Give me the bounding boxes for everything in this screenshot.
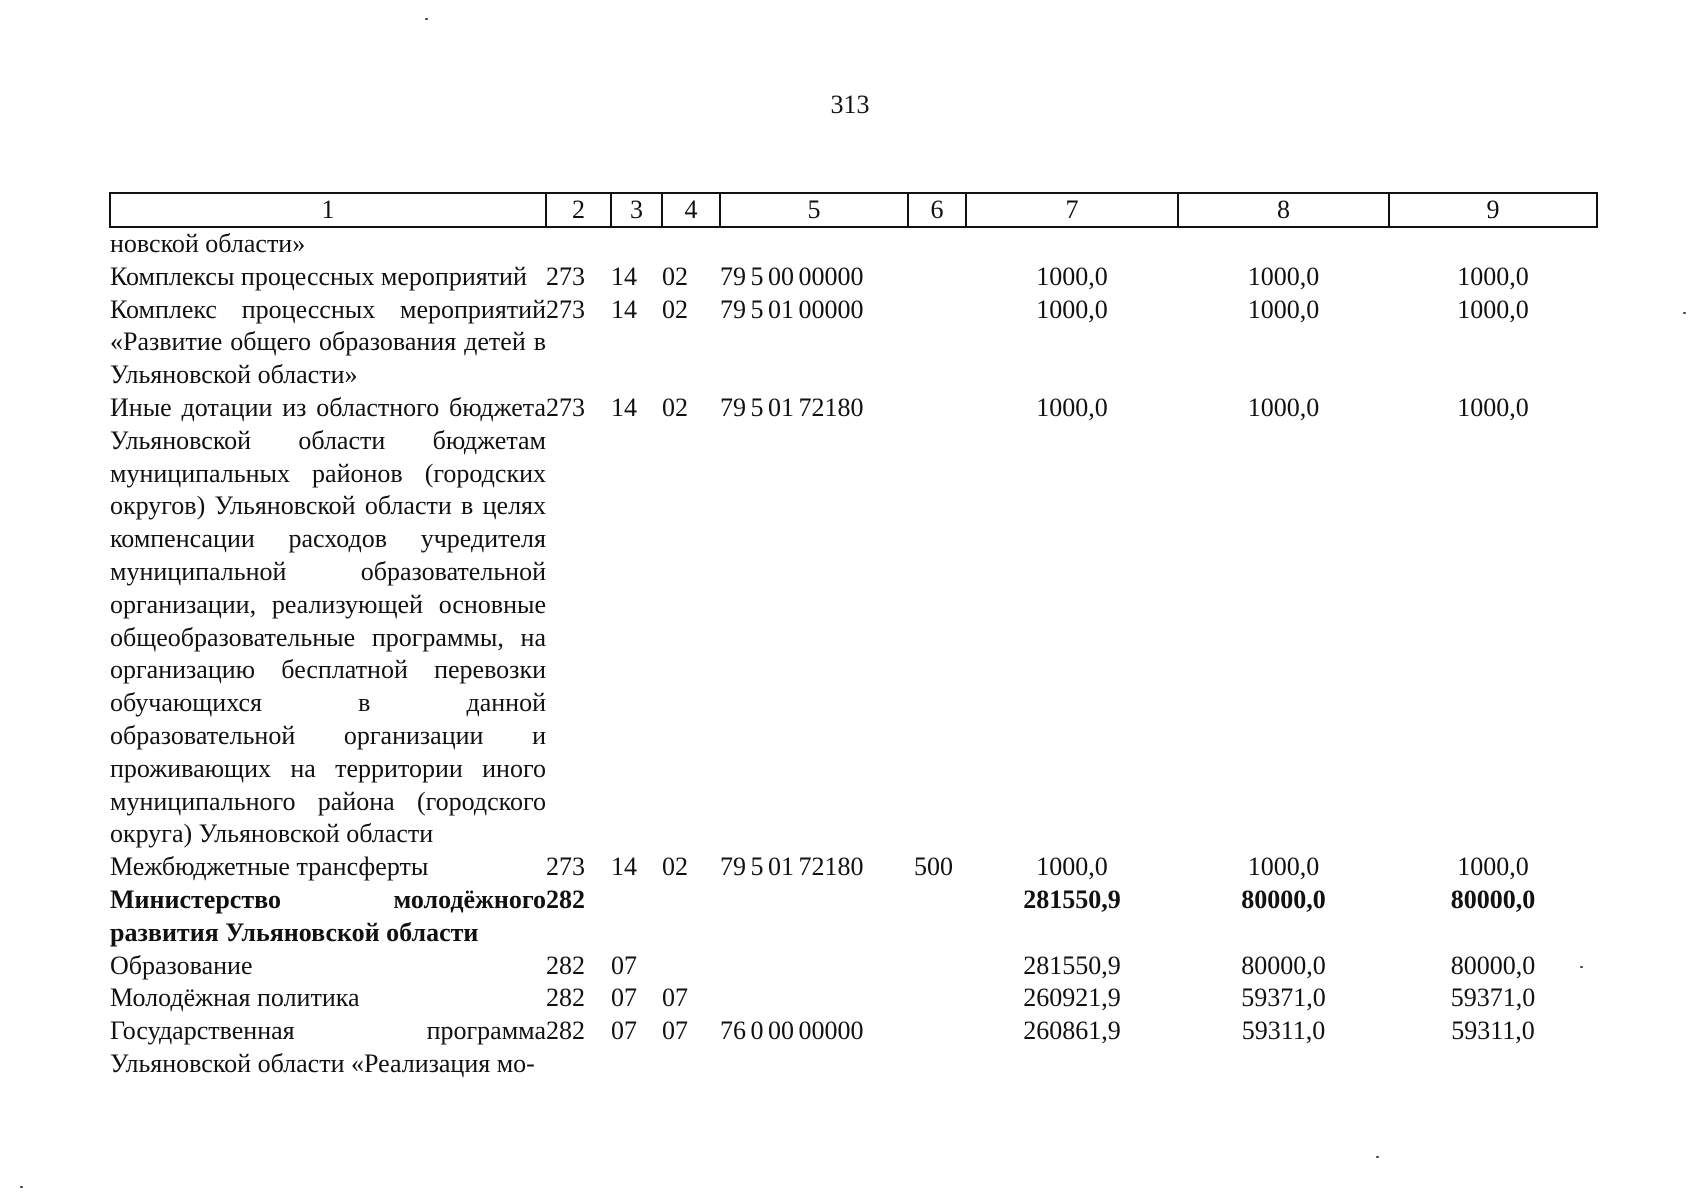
target-article-code [720,950,908,983]
table-row [110,950,1597,983]
budget-table [109,192,1598,1081]
amount-year-3: 80000,0 [1450,884,1536,914]
table-row [110,261,1597,294]
column-header-3: 3 [611,193,662,227]
expense-type-code [908,227,966,261]
amount-year-1: 260861,9 [1023,1016,1121,1046]
section-code: 14 [611,852,637,882]
column-header-6: 6 [908,193,966,227]
expense-type-code: 500 [914,852,953,882]
section-code: 14 [611,261,637,291]
expense-type-code [908,1015,966,1081]
row-name: Государственная программа Ульяновской области «Реализация мо- [110,1016,546,1078]
subsection-code: 07 [662,983,688,1013]
expense-type-code [908,950,966,983]
amount-year-2: 80000,0 [1241,950,1326,980]
scan-speck [1376,1156,1379,1158]
amount-year-2: 80000,0 [1241,884,1326,914]
amount-year-2: 1000,0 [1247,261,1320,291]
subsection-code: 02 [662,852,688,882]
amount-year-1: 281550,9 [1023,884,1121,914]
header-row [110,193,1597,227]
section-code: 14 [611,294,637,324]
subsection-code [662,884,720,950]
amount-year-1: 1000,0 [1036,294,1108,324]
ministry-code: 273 [546,392,585,422]
table-body [110,227,1597,1081]
subsection-code [662,950,720,983]
table-row [110,982,1597,1015]
subsection-code: 07 [662,1016,688,1046]
expense-type-code [908,392,966,851]
amount-year-3: 1000,0 [1457,294,1529,324]
scan-speck [425,18,428,20]
section-code: 14 [611,392,637,422]
amount-year-2: 59311,0 [1241,1016,1326,1046]
amount-year-1: 281550,9 [1023,950,1121,980]
target-article-code: 79 5 00 00000 [720,261,864,291]
amount-year-3: 80000,0 [1450,950,1536,980]
amount-year-1: 1000,0 [1036,392,1108,422]
amount-year-3: 1000,0 [1457,852,1529,882]
table-row [110,294,1597,392]
amount-year-2: 1000,0 [1247,852,1320,882]
column-header-9: 9 [1389,193,1597,227]
amount-year-2: 1000,0 [1247,294,1320,324]
section-code: 07 [611,950,637,980]
target-article-code: 76 0 00 00000 [720,1016,864,1046]
table-row [110,392,1597,851]
column-header-2: 2 [546,193,611,227]
amount-year-3: 59311,0 [1451,1016,1535,1046]
target-article-code: 79 5 01 00000 [720,294,864,324]
row-name: Межбюджетные трансферты [110,852,429,882]
ministry-code: 273 [546,852,585,882]
section-code [611,884,662,950]
row-name: Образование [110,950,253,980]
target-article-code [720,227,908,261]
subsection-code: 02 [662,261,688,291]
scan-speck [20,1186,23,1188]
table-row [110,884,1597,950]
target-article-code: 79 5 01 72180 [720,392,864,422]
column-header-1: 1 [110,193,546,227]
row-name: Иные дотации из областного бюджета Ульяновской области бюджетам муниципальных районов (городских округов) Ульяновской области в целях компенсации расходов учредителя муниципальной образовательной организации, реализующей основные общеобразовательные программы, на организацию бесплатной перевозки обучающихся в данной образовательной организации и проживающих на территории иного муниципального района (городского округа) Ульяновской области [110,392,546,849]
column-header-4: 4 [662,193,720,227]
amount-year-2: 1000,0 [1247,392,1320,422]
row-name: Министерство молодёжного развития Ульяновской области [110,884,546,947]
amount-year-1 [966,227,1178,261]
ministry-code [546,227,611,261]
amount-year-2: 59371,0 [1241,983,1326,1013]
target-article-code [720,982,908,1015]
amount-year-3: 59371,0 [1450,983,1536,1013]
ministry-code: 273 [546,294,585,324]
expense-type-code [908,294,966,392]
table-row [110,227,1597,261]
ministry-code: 282 [546,983,585,1013]
row-name: Молодёжная политика [110,983,360,1013]
amount-year-3: 1000,0 [1457,261,1529,291]
amount-year-1: 260921,9 [1023,983,1121,1013]
amount-year-2 [1178,227,1389,261]
section-code: 07 [611,983,637,1013]
subsection-code [662,227,720,261]
expense-type-code [908,884,966,950]
column-header-5: 5 [720,193,908,227]
row-name: Комплекс процессных мероприятий «Развитие общего образования детей в Ульяновской области» [110,294,546,390]
table-header [110,193,1597,227]
target-article-code [720,884,908,950]
target-article-code: 79 5 01 72180 [720,852,864,882]
column-header-8: 8 [1178,193,1389,227]
ministry-code: 282 [546,950,585,980]
subsection-code: 02 [662,392,688,422]
row-name: новской области» [110,229,306,258]
expense-type-code [908,261,966,294]
amount-year-3 [1389,227,1597,261]
subsection-code: 02 [662,294,688,324]
amount-year-1: 1000,0 [1036,852,1108,882]
page-number: 313 [830,90,870,119]
column-header-7: 7 [966,193,1178,227]
table-row [110,851,1597,884]
amount-year-3: 1000,0 [1457,392,1529,422]
section-code [611,227,662,261]
row-name: Комплексы процессных мероприятий [110,261,527,291]
ministry-code: 282 [546,884,585,914]
table-row [110,1015,1597,1081]
ministry-code: 282 [546,1016,585,1046]
expense-type-code [908,982,966,1015]
ministry-code: 273 [546,261,585,291]
amount-year-1: 1000,0 [1036,261,1108,291]
section-code: 07 [611,1016,637,1046]
scan-speck [1683,312,1686,314]
